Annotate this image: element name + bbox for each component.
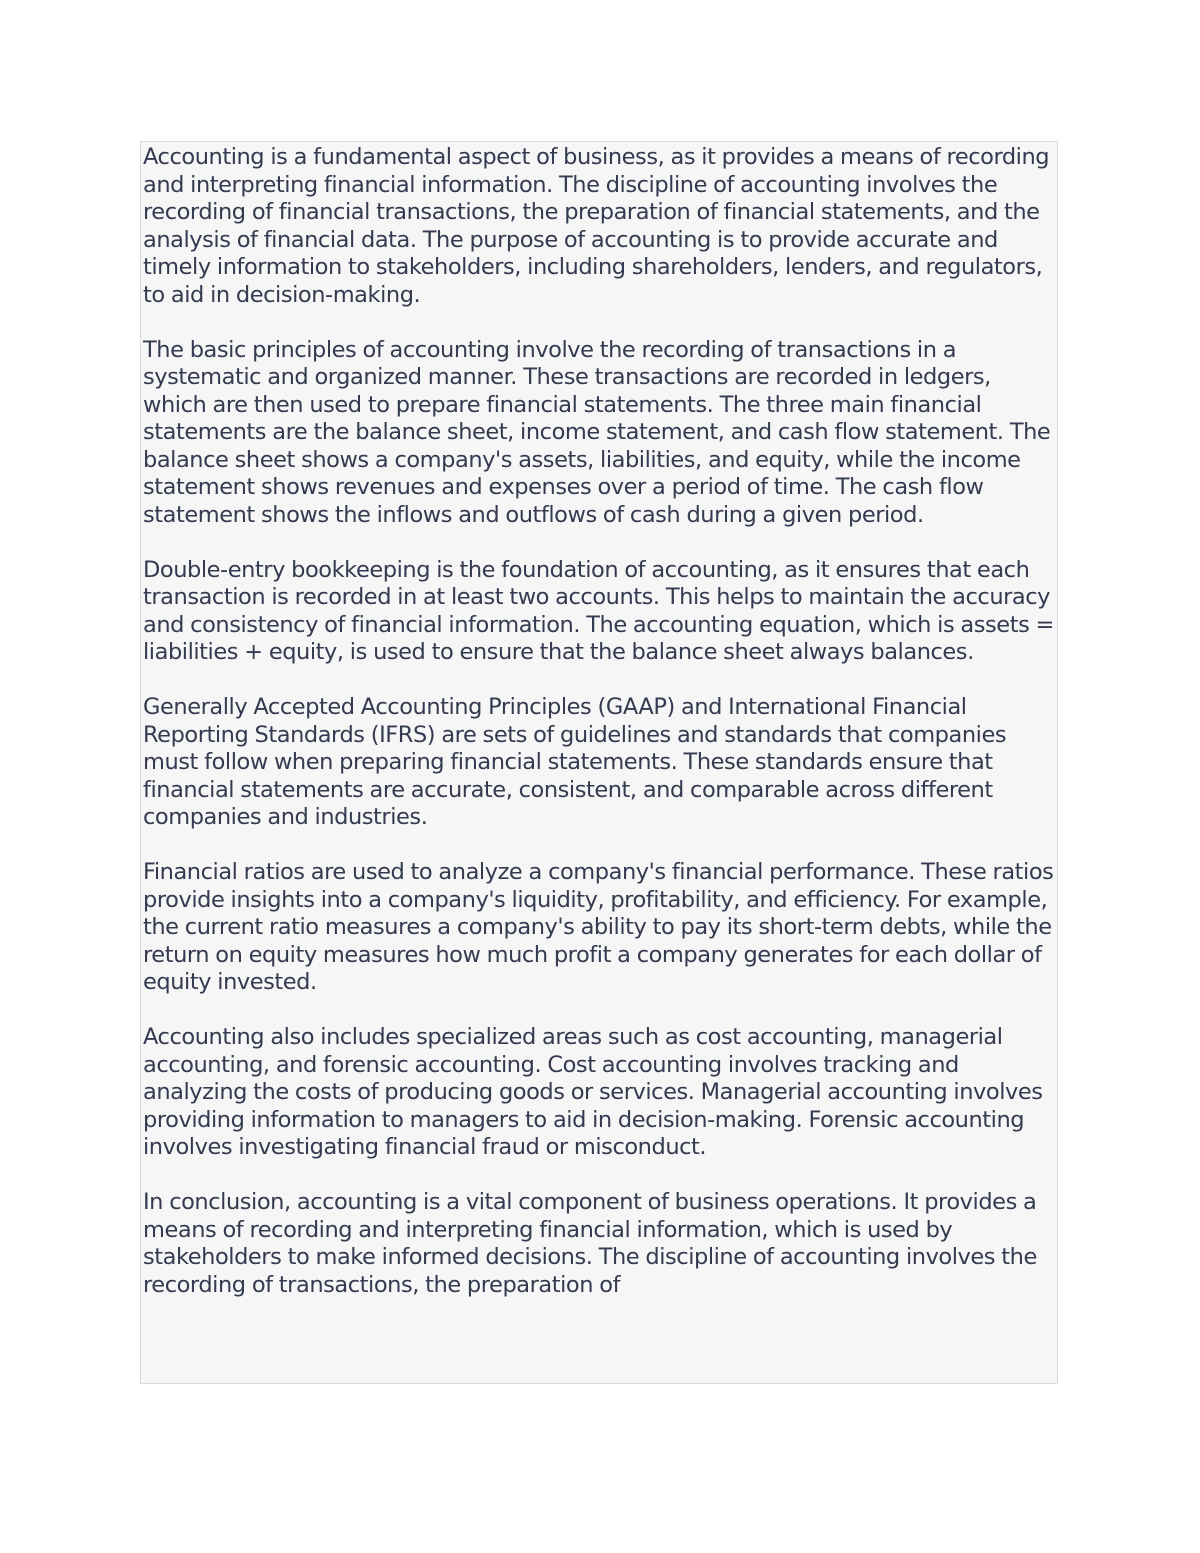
document-text-box [140, 141, 1058, 1384]
paragraph-1: Accounting is a fundamental aspect of business, as it provides a means of recording and interpreting financial information. The discipline of accounting involves the recording of financial transactions, the preparation of financial statements, and the analysis of financial data. The purpose of accounting is to provide accurate and timely information to stakeholders, including shareholders, lenders, and regulators, to aid in decision-making. [143, 144, 1050, 308]
paragraph-4: Generally Accepted Accounting Principles (GAAP) and International Financial Reporting Standards (IFRS) are sets of guidelines and standards that companies must follow when preparing financial statements. These standards ensure that financial statements are accurate, consistent, and comparable across different companies and industries. [143, 694, 1007, 830]
paragraph-3: Double-entry bookkeeping is the foundation of accounting, as it ensures that each transaction is recorded in at least two accounts. This helps to maintain the accuracy and consistency of financial information. The accounting equation, which is assets = liabilities + equity, is used to ensure that the balance sheet always balances. [143, 556, 1054, 665]
paragraph-2: The basic principles of accounting involve the recording of transactions in a systematic and organized manner. These transactions are recorded in ledgers, which are then used to prepare financial statements. The three main financial statements are the balance sheet, income statement, and cash flow statement. The balance sheet shows a company's assets, liabilities, and equity, while the income statement shows revenues and expenses over a period of time. The cash flow statement shows the inflows and outflows of cash during a given period. [143, 336, 1051, 528]
paragraph-7: In conclusion, accounting is a vital component of business operations. It provides a means of recording and interpreting financial information, which is used by stakeholders to make informed decisions. The discipline of accounting involves the recording of transactions, the preparation of [143, 1189, 1037, 1298]
paragraph-6: Accounting also includes specialized areas such as cost accounting, managerial accounting, and forensic accounting. Cost accounting involves tracking and analyzing the costs of producing goods or services. Managerial accounting involves providing information to managers to aid in decision-making. Forensic accounting involves investigating financial fraud or misconduct. [143, 1024, 1043, 1160]
paragraph-5: Financial ratios are used to analyze a company's financial performance. These ratios provide insights into a company's liquidity, profitability, and efficiency. For example, the current ratio measures a company's ability to pay its short-term debts, while the return on equity measures how much profit a company generates for each dollar of equity invested. [143, 859, 1054, 995]
